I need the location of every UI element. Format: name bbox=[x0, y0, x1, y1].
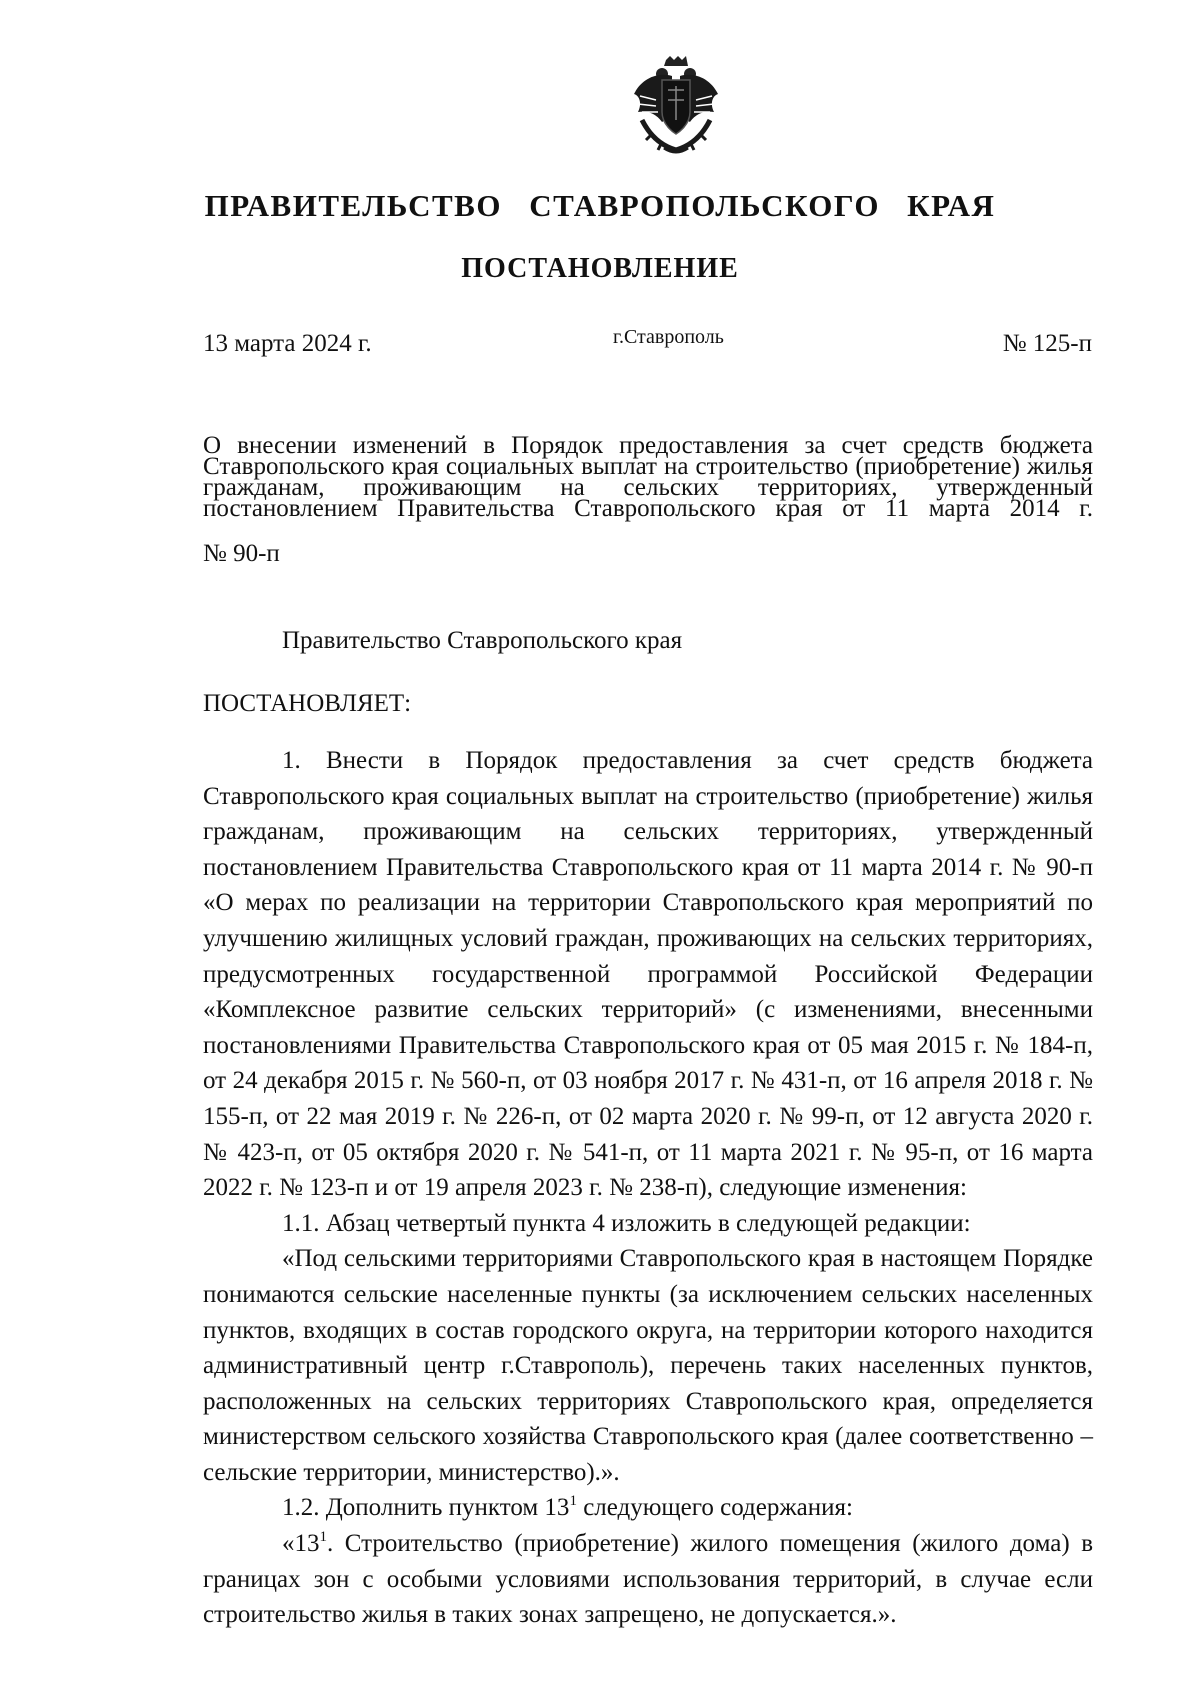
paragraph-1-1 bbox=[203, 1206, 1093, 1242]
paragraph-quote-1: «Под сельскими территориями Ставропольского края в настоящем Порядке понимаются сельские населенные пункты (за исключением сельских населенных пунктов, входящих в состав городского округа, на территории которого находится административный центр г.Ставрополь), перечень таких населенных пунктов, расположенных на сельских территориях Ставропольского края, определяется министерством сельского хозяйства Ставропольского края (далее соответственно – сельские территории, министерство).». bbox=[203, 1245, 1093, 1486]
coat-of-arms-emblem bbox=[628, 56, 724, 156]
document-date: 13 марта 2024 г. bbox=[203, 330, 372, 357]
document-city: г.Ставрополь bbox=[613, 326, 724, 348]
paragraph-1-2 bbox=[203, 1490, 1093, 1526]
superscript: 1 bbox=[319, 1529, 327, 1546]
paragraph-1-2-text-a: 1.2. Дополнить пунктом 13 bbox=[282, 1494, 570, 1522]
paragraph-quote-2-text-a: «13 bbox=[282, 1530, 320, 1558]
document-type: ПОСТАНОВЛЕНИЕ bbox=[461, 253, 739, 284]
superscript: 1 bbox=[569, 1493, 577, 1510]
document-subject-number: № 90-п bbox=[203, 540, 280, 567]
government-title: ПРАВИТЕЛЬСТВО СТАВРОПОЛЬСКОГО КРАЯ bbox=[204, 188, 996, 223]
paragraph-1-1-text: 1.1. Абзац четвертый пункта 4 изложить в следующей редакции: bbox=[282, 1209, 971, 1237]
paragraph-quote-2 bbox=[203, 1526, 1093, 1633]
paragraph-quote-2-text-b: . Строительство (приобретение) жилого помещения (жилого дома) в границах зон с особыми условиями использования территорий, в случае если строительство жилья в таких зонах запрещено, не допускается.». bbox=[203, 1530, 1093, 1629]
document-subject: О внесении изменений в Порядок предоставления за счет средств бюджета Ставропольского края социальных выплат на строительство (приобретение) жилья гражданам, проживающим на сельских территориях, утвержденный постановлением Правительства Ставропольского края от 11 марта 2014 г. bbox=[203, 432, 1093, 522]
issuing-authority: Правительство Ставропольского края bbox=[282, 627, 683, 654]
paragraph-1-2-text-b: следующего содержания: bbox=[576, 1494, 853, 1522]
document-number: № 125-п bbox=[1002, 330, 1092, 357]
paragraph-1: 1. Внести в Порядок предоставления за счет средств бюджета Ставропольского края социальных выплат на строительство (приобретение) жилья гражданам, проживающим на сельских территориях, утвержденный постановлением Правительства Ставропольского края от 11 марта 2014 г. № 90-п «О мерах по реализации на территории Ставропольского края мероприятий по улучшению жилищных условий граждан, проживающих на сельских территориях, предусмотренных государственной программой Российской Федерации «Комплексное развитие сельских территорий» (с изменениями, внесенными постановлениями Правительства Ставропольского края от 05 мая 2015 г. № 184-п, от 24 декабря 2015 г. № 560-п, от 03 ноября 2017 г. № 431-п, от 16 апреля 2018 г. № 155-п, от 22 мая 2019 г. № 226-п, от 02 марта 2020 г. № 99-п, от 12 августа 2020 г. № 423-п, от 05 октября 2020 г. № 541-п, от 11 марта 2021 г. № 95-п, от 16 марта 2022 г. № 123-п и от 19 апреля 2023 г. № 238-п), следующие изменения: bbox=[203, 747, 1093, 1202]
decree-word: ПОСТАНОВЛЯЕТ: bbox=[203, 690, 412, 717]
document-body bbox=[203, 743, 1093, 1633]
